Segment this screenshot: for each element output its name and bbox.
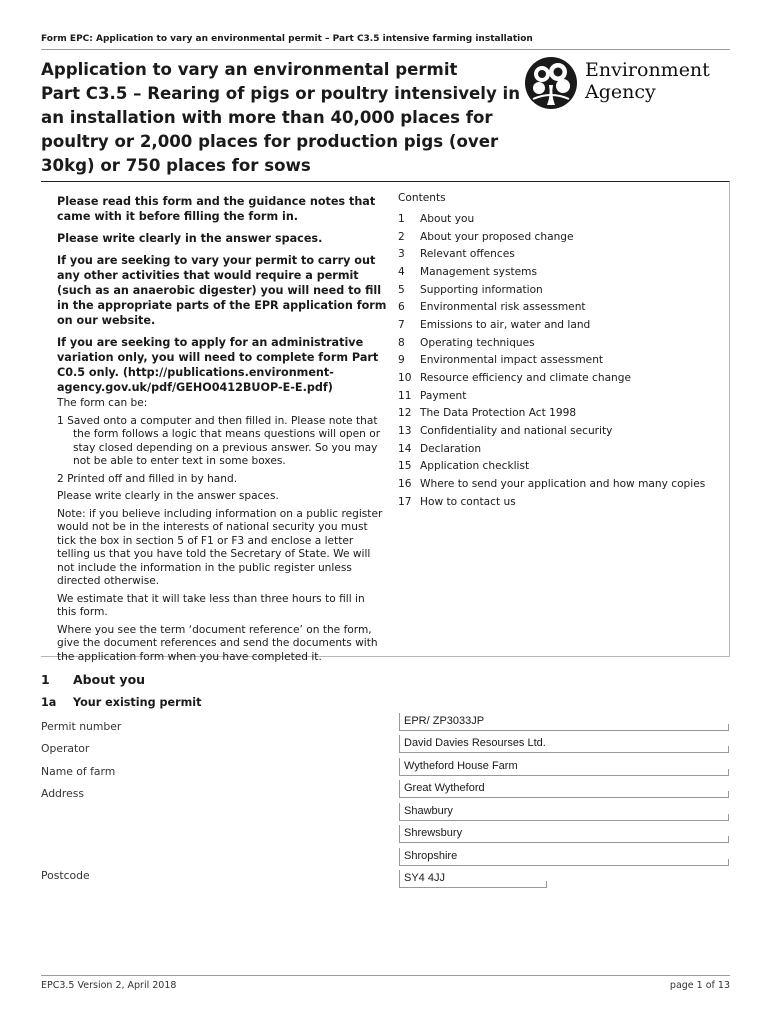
- contents-label: Where to send your application and how many copies: [420, 478, 706, 491]
- intro-paragraph: The form can be:: [57, 397, 148, 409]
- logo-text-line2: Agency: [585, 81, 656, 103]
- contents-item[interactable]: [398, 369, 718, 387]
- title-line: Part C3.5 – Rearing of pigs or poultry intensively in: [41, 84, 521, 103]
- contents-item[interactable]: [398, 405, 718, 423]
- footer-version: EPC3.5 Version 2, April 2018: [41, 980, 177, 991]
- contents-item[interactable]: [398, 210, 718, 228]
- contents-num: 17: [398, 495, 412, 508]
- contents-label: Application checklist: [420, 460, 530, 473]
- intro-paragraph: If you are seeking to apply for an administrative variation only, you will need to complete form Part C0.5 only. (http://publications.environment-agency.gov.uk/pdf/GEHO0412BUOP-E-E.pdf): [57, 336, 379, 394]
- contents-label: Relevant offences: [420, 248, 515, 261]
- intro-paragraph: 1 Saved onto a computer and then filled in. Please note that the form follows a logic that means questions will open or stay closed depending on a previous answer. So you may not be able to enter text in some boxes.: [57, 414, 381, 467]
- contents-num: 7: [398, 318, 405, 331]
- intro-paragraph: We estimate that it will take less than three hours to fill in this form.: [57, 592, 365, 618]
- section-number: 1: [41, 672, 50, 687]
- contents-num: 2: [398, 230, 405, 243]
- contents-label: Environmental risk assessment: [420, 301, 586, 314]
- title-line: Application to vary an environmental permit: [41, 60, 458, 79]
- contents-num: 1: [398, 212, 405, 225]
- footer-divider: [41, 975, 730, 976]
- contents-item[interactable]: [398, 422, 718, 440]
- contents-item[interactable]: [398, 298, 718, 316]
- title-line: poultry or 2,000 places for production pigs (over: [41, 132, 499, 151]
- contents-item[interactable]: [398, 387, 718, 405]
- intro-paragraph: Note: if you believe including information on a public register would not be in the interests of national security you must tick the box in section 5 of F1 or F3 and enclose a letter telling us that you have told the Secretary of State. We will not include the information in the public register unless directed otherwise.: [57, 507, 383, 587]
- contents-num: 12: [398, 407, 412, 420]
- address-line4-field[interactable]: Shropshire: [399, 848, 728, 866]
- contents-item[interactable]: [398, 281, 718, 299]
- header-divider: [41, 49, 730, 50]
- subsection-number: 1a: [41, 696, 57, 709]
- contents-num: 11: [398, 389, 412, 402]
- operator-label: Operator: [41, 742, 90, 755]
- contents-label: Payment: [420, 389, 467, 402]
- intro-paragraph: If you are seeking to vary your permit to carry out any other activities that would require a permit (such as an anaerobic digester) you will need to fill in the appropriate parts of the EPR application form on our website.: [57, 254, 387, 327]
- contents-label: Management systems: [420, 265, 537, 278]
- contents-item[interactable]: [398, 245, 718, 263]
- farm-name-label: Name of farm: [41, 765, 116, 778]
- contents-item[interactable]: [398, 334, 718, 352]
- environment-agency-logo: [523, 55, 733, 115]
- contents-num: 14: [398, 442, 412, 455]
- intro-panel: [41, 181, 730, 663]
- section-title: About you: [73, 672, 146, 687]
- contents-item[interactable]: [398, 316, 718, 334]
- address-line3-field[interactable]: Shrewsbury: [399, 825, 728, 843]
- contents-item[interactable]: [398, 493, 718, 511]
- contents-label: About you: [420, 212, 475, 225]
- contents-num: 13: [398, 425, 412, 438]
- contents-label: Operating techniques: [420, 336, 535, 349]
- title-line: an installation with more than 40,000 places for: [41, 108, 493, 127]
- contents-num: 6: [398, 301, 405, 314]
- contents-label: Resource efficiency and climate change: [420, 372, 632, 385]
- contents-item[interactable]: [398, 440, 718, 458]
- section-heading: [41, 672, 145, 687]
- contents-num: 15: [398, 460, 412, 473]
- contents-title: Contents: [398, 192, 446, 204]
- contents-label: About your proposed change: [420, 230, 574, 243]
- address-label: Address: [41, 787, 84, 800]
- contents-num: 8: [398, 336, 405, 349]
- contents-num: 4: [398, 265, 405, 278]
- environment-agency-tree-icon: [523, 55, 579, 111]
- contents-num: 10: [398, 372, 412, 385]
- intro-paragraph: Please write clearly in the answer spaces.: [57, 232, 323, 245]
- farm-name-field[interactable]: Wytheford House Farm: [399, 758, 728, 776]
- contents-item[interactable]: [398, 475, 718, 493]
- contents-item[interactable]: [398, 458, 718, 476]
- intro-paragraph: Where you see the term ‘document reference’ on the form, give the document references and send the documents with the application form when you have completed it.: [57, 623, 378, 663]
- intro-instructions: [57, 194, 387, 668]
- contents-num: 5: [398, 283, 405, 296]
- permit-number-field[interactable]: EPR/ ZP3033JP: [399, 713, 728, 731]
- contents-list: [398, 192, 718, 511]
- subsection-title: Your existing permit: [73, 696, 202, 709]
- contents-num: 16: [398, 478, 412, 491]
- contents-label: Environmental impact assessment: [420, 354, 604, 367]
- intro-paragraph: Please write clearly in the answer spaces.: [57, 490, 279, 502]
- contents-label: Confidentiality and national security: [420, 425, 613, 438]
- title-line: 30kg) or 750 places for sows: [41, 156, 311, 175]
- contents-item[interactable]: [398, 228, 718, 246]
- form-header: Form EPC: Application to vary an environmental permit – Part C3.5 intensive farming installation: [41, 34, 533, 44]
- subsection-heading: [41, 696, 201, 709]
- permit-number-label: Permit number: [41, 720, 122, 733]
- contents-item[interactable]: [398, 263, 718, 281]
- address-line2-field[interactable]: Shawbury: [399, 803, 728, 821]
- contents-label: Emissions to air, water and land: [420, 318, 591, 331]
- logo-text-line1: Environment: [585, 59, 710, 81]
- document-title: [41, 58, 521, 178]
- postcode-field[interactable]: SY4 4JJ: [399, 870, 546, 888]
- contents-label: The Data Protection Act 1998: [420, 407, 577, 420]
- address-line1-field[interactable]: Great Wytheford: [399, 780, 728, 798]
- contents-label: Supporting information: [420, 283, 543, 296]
- operator-field[interactable]: David Davies Resourses Ltd.: [399, 735, 728, 753]
- contents-item[interactable]: [398, 352, 718, 370]
- contents-num: 3: [398, 248, 405, 261]
- contents-num: 9: [398, 354, 405, 367]
- contents-label: How to contact us: [420, 495, 516, 508]
- contents-label: Declaration: [420, 442, 482, 455]
- intro-paragraph: 2 Printed off and filled in by hand.: [57, 472, 238, 485]
- postcode-label: Postcode: [41, 869, 90, 882]
- footer-page-number: page 1 of 13: [669, 980, 730, 991]
- intro-paragraph: Please read this form and the guidance notes that came with it before filling the form in.: [57, 195, 376, 223]
